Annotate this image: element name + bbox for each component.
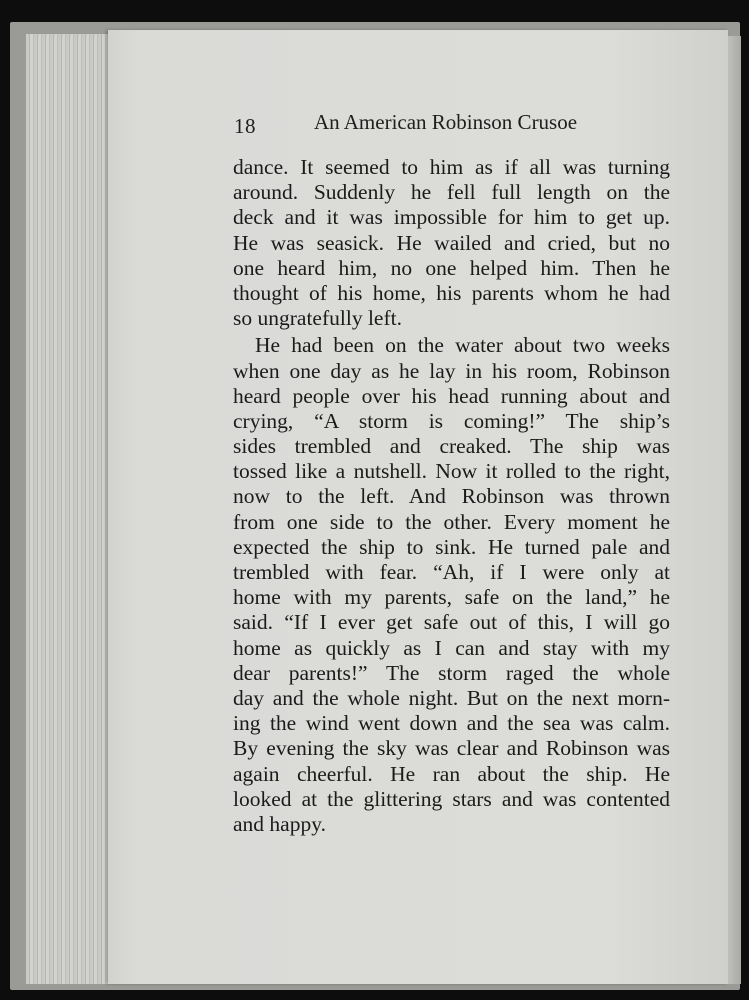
text-line: expected the ship to sink. He turned pale and (233, 534, 670, 559)
text-line: sides trembled and creaked. The ship was (233, 434, 670, 459)
body-text (233, 155, 670, 837)
text-line: when one day as he lay in his room, Robinson (233, 358, 670, 383)
text-line: looked at the glittering stars and was contented (233, 786, 670, 811)
text-line: dear parents!” The storm raged the whole (233, 660, 670, 685)
text-line: again cheerful. He ran about the ship. He (233, 761, 670, 786)
text-line: dance. It seemed to him as if all was turning (233, 155, 670, 179)
text-line: tossed like a nutshell. Now it rolled to the right, (233, 459, 670, 484)
text-line: He was seasick. He wailed and cried, but no (233, 230, 670, 255)
text-line: trembled with fear. “Ah, if I were only at (233, 560, 670, 584)
text-line: deck and it was impossible for him to get up. (233, 205, 670, 230)
text-line: heard people over his head running about and (233, 383, 670, 408)
text-line: and happy. (233, 811, 326, 836)
running-title: An American Robinson Crusoe (314, 110, 578, 134)
paragraph (233, 333, 670, 837)
text-line: By evening the sky was clear and Robinson was (233, 736, 670, 761)
text-line: crying, “A storm is coming!” The ship’s (233, 408, 670, 433)
paragraph (233, 155, 670, 331)
text-line: one heard him, no one helped him. Then he (233, 255, 670, 280)
text-line: ing the wind went down and the sea was calm. (233, 711, 670, 736)
text-line: home as quickly as I can and stay with my (233, 635, 670, 660)
text-line: day and the whole night. But on the next morn- (233, 685, 670, 710)
text-line: now to the left. And Robinson was thrown (233, 484, 670, 509)
text-line: home with my parents, safe on the land,” he (233, 585, 670, 610)
text-line: He had been on the water about two weeks (255, 333, 670, 358)
page-number: 18 (234, 114, 256, 138)
text-line: from one side to the other. Every moment he (233, 509, 670, 534)
text-line: thought of his home, his parents whom he had (233, 280, 670, 305)
page-edges-left (26, 34, 116, 984)
text-line: around. Suddenly he fell full length on the (233, 180, 670, 205)
page-header (234, 110, 674, 140)
text-line: so ungratefully left. (233, 306, 402, 331)
text-line: said. “If I ever get safe out of this, I will go (233, 610, 670, 635)
